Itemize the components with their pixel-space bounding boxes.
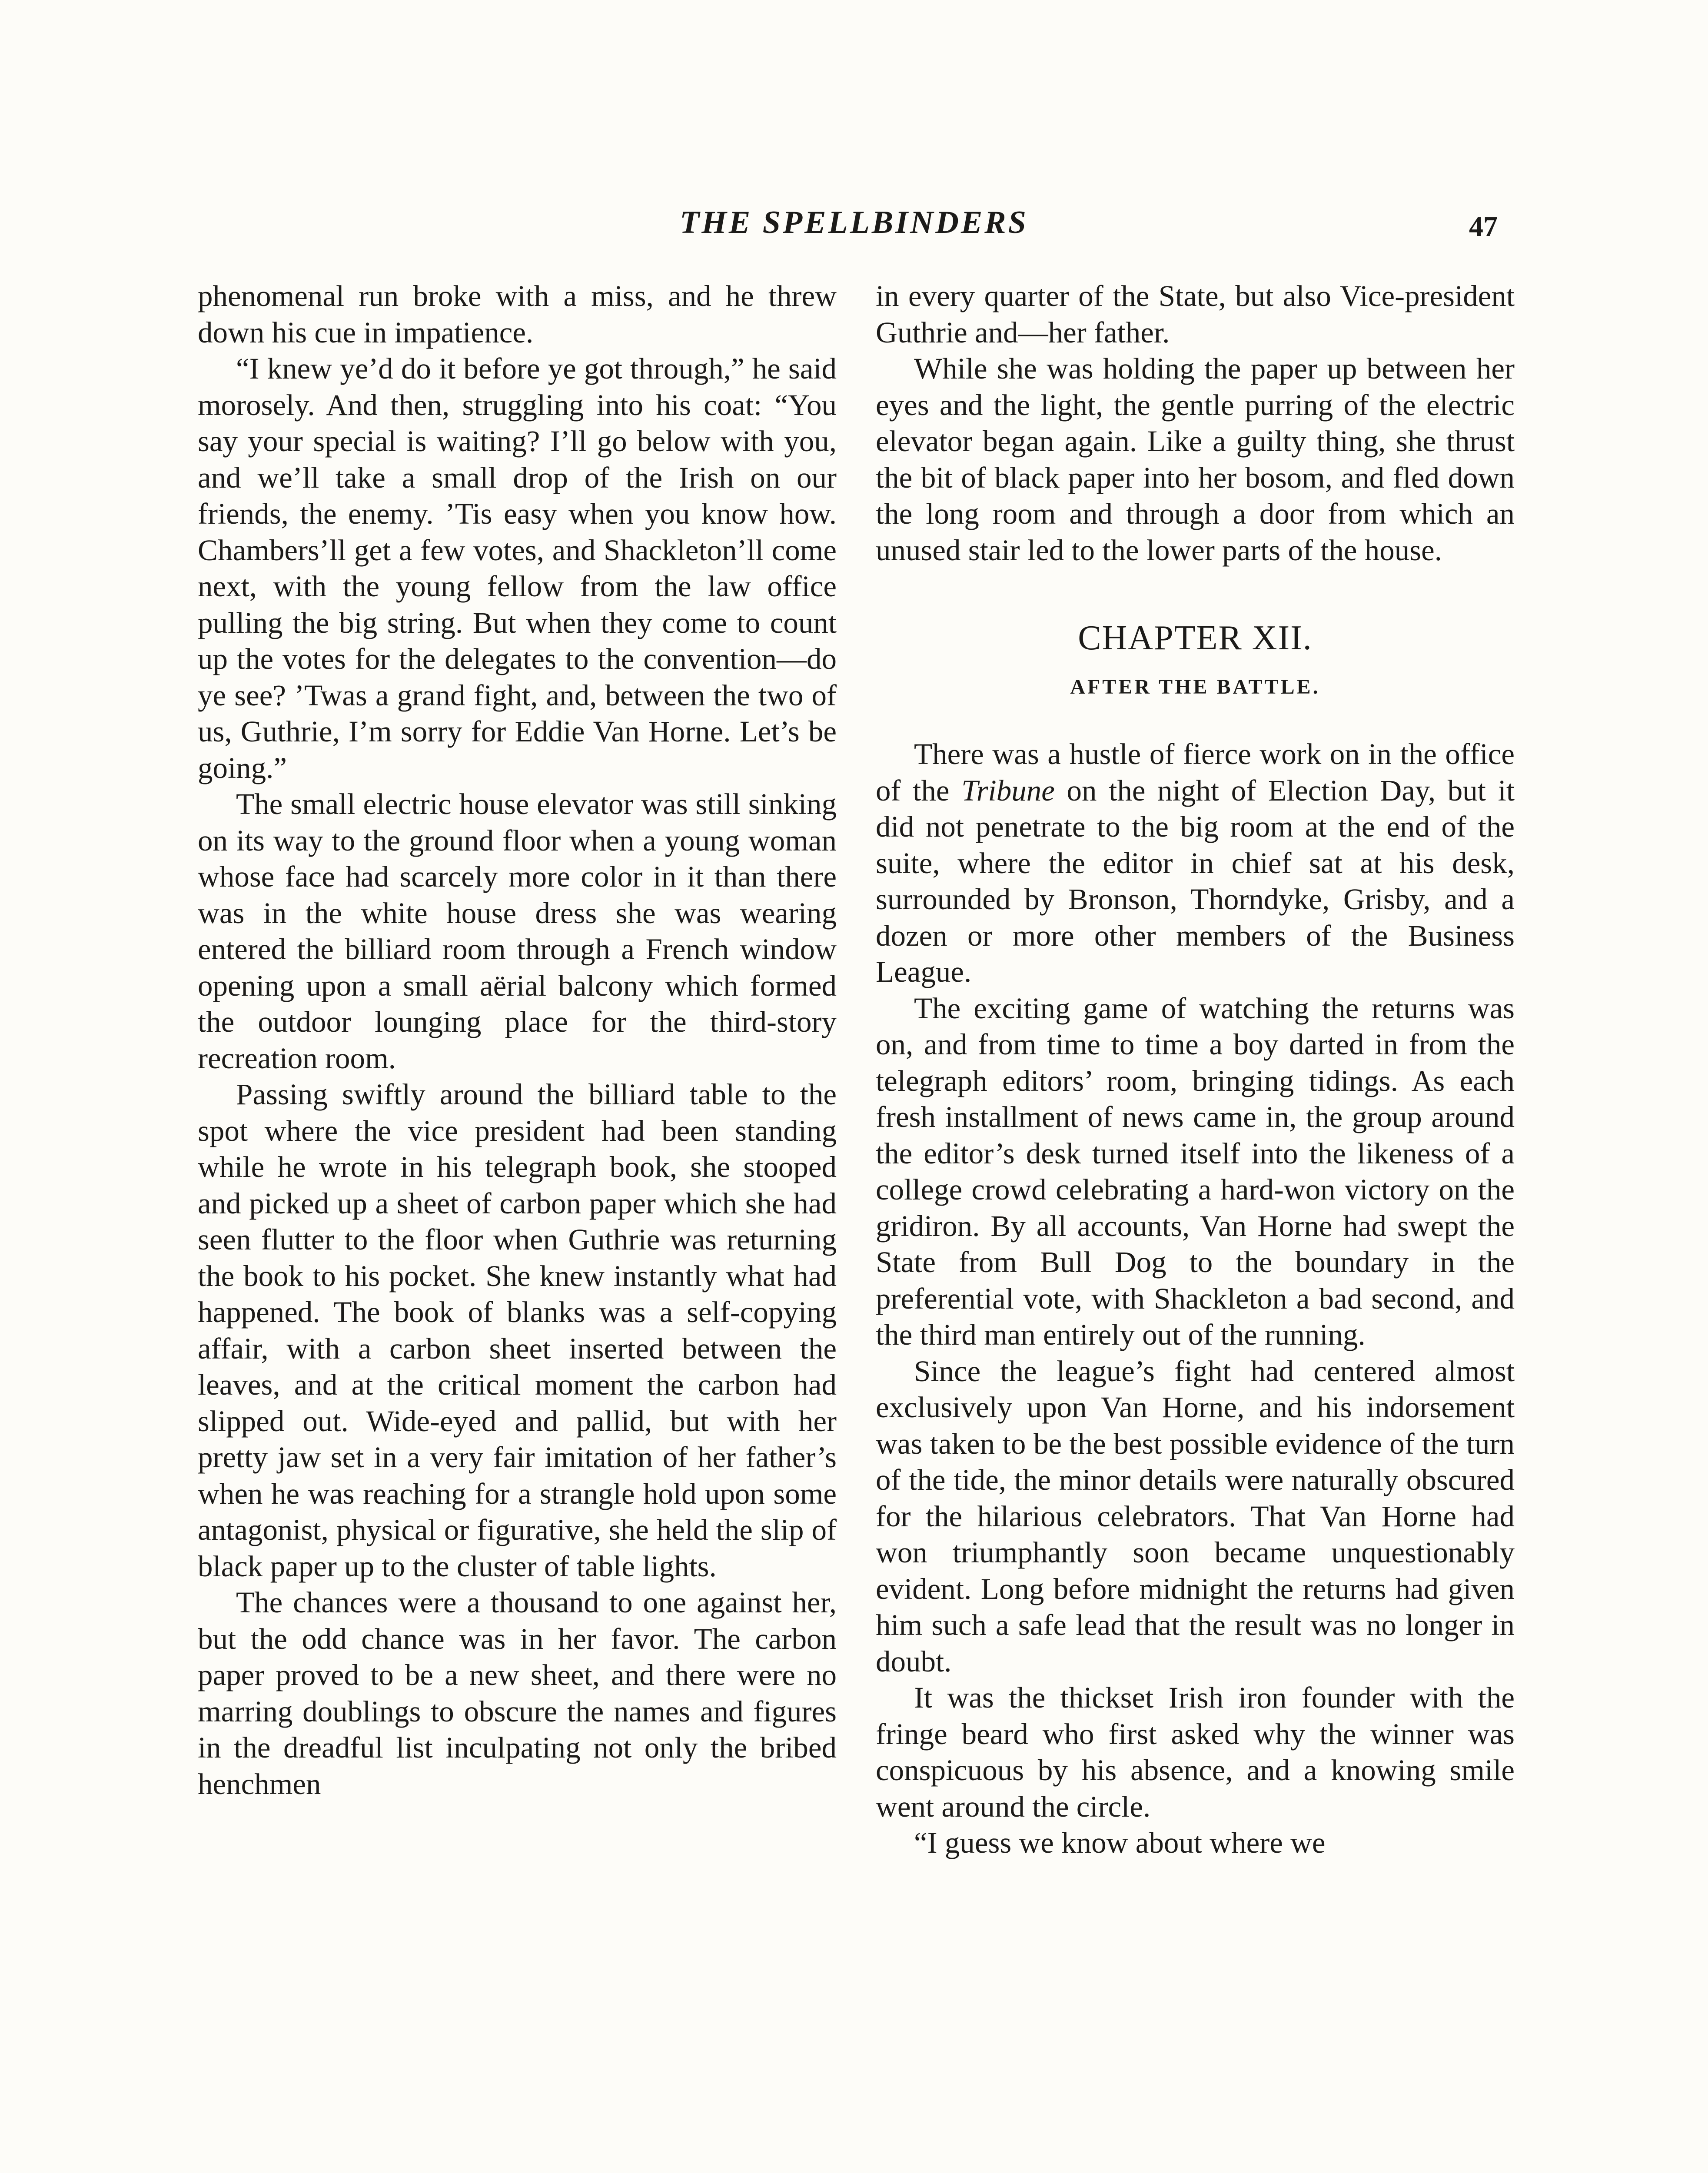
paragraph: While she was holding the paper up between her eyes and the light, the gentle purring of the electric elevator began again. Like a guilty thing, she thrust the bit of black paper into her bosom, and fled down the long room and through a door from which an unused stair led to the lower parts of the house.: [876, 352, 1515, 567]
left-column: [198, 278, 837, 1802]
paragraph: [876, 736, 1515, 990]
paragraph-text: on the night of Election Day, but it did not penetrate to the big room at the end of the suite, where the editor in chief sat at his desk, surrounded by Bronson, Thorndyke, Grisby, and a dozen or more other members of the Business League.: [876, 774, 1515, 988]
paragraph: phenomenal run broke with a miss, and he threw down his cue in impatience.: [198, 279, 837, 349]
right-column: [876, 278, 1515, 1861]
paragraph: It was the thickset Irish iron founder with the fringe beard who first asked why the winner was conspicuous by his absence, and a knowing smile went around the circle.: [876, 1681, 1515, 1823]
paragraph: in every quarter of the State, but also Vice-president Guthrie and—her father.: [876, 279, 1515, 349]
paragraph: The exciting game of watching the returns was on, and from time to time a boy darted in from the telegraph editors’ room, bringing tidings. As each fresh installment of news came in, the group around the editor’s desk turned itself into the likeness of a college crowd celebrating a hard-won victory on the gridiron. By all accounts, Van Horne had swept the State from Bull Dog to the boundary in the preferential vote, with Shackleton a bad second, and the third man entirely out of the running.: [876, 991, 1515, 1351]
paragraph: Since the league’s fight had centered almost exclusively upon Van Horne, and his indorsement was taken to be the best possible evidence of the turn of the tide, the minor details were naturally obscured for the hilarious celebrators. That Van Horne had won triumphantly soon became unquestionably evident. Long before midnight the returns had given him such a safe lead that the result was no longer in doubt.: [876, 1354, 1515, 1678]
running-title: THE SPELLBINDERS: [680, 205, 1028, 240]
chapter-heading: CHAPTER XII.: [1078, 619, 1313, 657]
paragraph-text: There was a hustle of fierce work on in the office of the: [876, 738, 1515, 807]
paragraph: Passing swiftly around the billiard table to the spot where the vice president had been standing while he wrote in his telegraph book, she stooped and picked up a sheet of carbon paper which she had seen flutter to the floor when Guthrie was returning the book to his pocket. She knew instantly what had happened. The book of blanks was a self-copying affair, with a carbon sheet inserted between the leaves, and at the critical moment the carbon had slipped out. Wide-eyed and pallid, but with her pretty jaw set in a very fair imitation of her father’s when he was reaching for a strangle hold upon some antagonist, physical or figurative, she held the slip of black paper up to the cluster of table lights.: [198, 1078, 837, 1583]
paragraph: The chances were a thousand to one against her, but the odd chance was in her favor. The carbon paper proved to be a new sheet, and there were no marring doublings to obscure the names and figures in the dreadful list inculpating not only the bribed henchmen: [198, 1586, 837, 1801]
paragraph: “I knew ye’d do it before ye got through,” he said morosely. And then, struggling into his coat: “You say your special is waiting? I’ll go below with you, and we’ll take a small drop of the Irish on our friends, the enemy. ’Tis easy when you know how. Chambers’ll get a few votes, and Shackleton’ll come next, with the young fellow from the law office pulling the big string. But when they come to count up the votes for the delegates to the convention—do ye see? ’Twas a grand fight, and, between the two of us, Guthrie, I’m sorry for Eddie Van Horne. Let’s be going.”: [198, 352, 837, 784]
newspaper-name: Tribune: [961, 774, 1055, 807]
paragraph: The small electric house elevator was still sinking on its way to the ground floor when a young woman whose face had scarcely more color in it than there was in the white house dress she was wearing entered the billiard room through a French window opening upon a small aërial balcony which formed the outdoor lounging place for the third-story recreation room.: [198, 787, 837, 1075]
paragraph: “I guess we know about where we: [914, 1826, 1326, 1859]
page-number: 47: [1469, 211, 1498, 243]
chapter-subtitle: AFTER THE BATTLE.: [1070, 675, 1320, 698]
